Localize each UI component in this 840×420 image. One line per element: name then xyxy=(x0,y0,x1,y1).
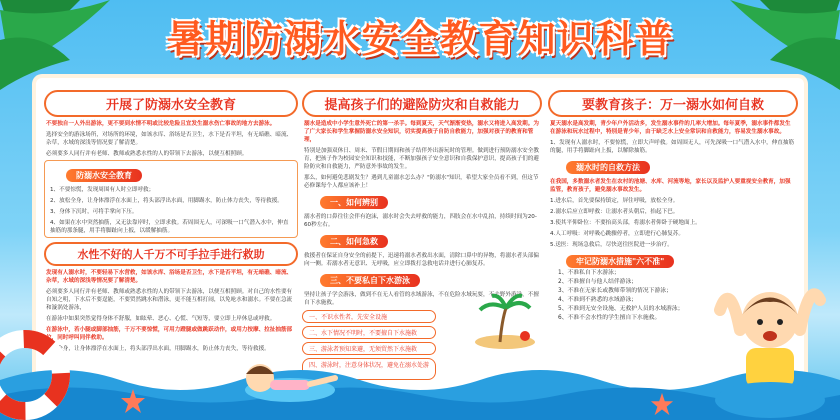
left-paragraph-3: 必须要多人同行并有老师、教师或熟悉水性的人的带领下去游泳，以便互相照顾。对自己的水性要有自知之明，下水后不要逞能，不要贸然跳水和潜泳，更不能互相打闹，以免呛水和溺水。不要在急流和漩涡处游泳， xyxy=(46,289,293,311)
left-subheading: 防溺水安全教育 xyxy=(66,169,142,182)
left-paragraph-1: 选择安全的游泳场所，对场所的环境，如该水库、浴场是否卫生，水下是否平坦，有无暗礁、暗流、杂草，水域的深浅等情况要了解清楚。 xyxy=(46,132,293,146)
middle-red-1: 溺水是造成中小学生意外死亡的第一杀手。每到夏天，天气渐渐变热，溺水又将进入高发期。为了广大家长和学生掌握防溺水安全知识，切实提高孩子自防自救能力，加强对孩子的教育和管理， xyxy=(304,121,539,143)
six-rule-5: 5、不准到无安全设施、无救护人员的水域游泳； xyxy=(558,306,684,312)
right-paragraph-1: 1、发现有人溺水时，不要惊慌，立即大声呼救。如周围无人，可先深吸一口气潜入水中，伸直抽筋的腿，用手将脚趾向上扳，以解除抽筋。 xyxy=(550,140,795,154)
right-heading: 要教育孩子：万一溺水如何自救 xyxy=(548,90,798,117)
waving-kid-icon xyxy=(710,270,830,420)
right-step-2: 2.溺水后应立即呼救：让溺水者头朝后，抬起下巴。 xyxy=(550,209,679,215)
middle-heading: 提高孩子们的避险防灾和自救能力 xyxy=(302,90,542,117)
right-subheading-1: 溺水时的自救方法 xyxy=(566,161,650,174)
left-paragraph-2: 必须要多人同行并有老师、教师或熟悉水性的人的带领下去游泳，以便互相照顾。 xyxy=(46,151,248,157)
right-step-5: 5.送医：现场急救后，尽快送往医院进一步治疗。 xyxy=(550,242,673,248)
starfish-icon-right xyxy=(650,392,674,416)
six-rule-6: 6、不准不会水性的学生擅自下水施救。 xyxy=(558,315,661,321)
middle-section-2: 救援者在保证自身安全的前提下，迅速将溺水者救出水面，清除口鼻中的异物，将溺水者头部偏向一侧。若溺水者无意识、无呼吸，应立即拨打急救电话并进行心肺复苏。 xyxy=(304,253,539,267)
left-heading-2: 水性不好的人千万不可手拉手进行救助 xyxy=(44,242,298,266)
left-tips-box xyxy=(44,160,298,238)
left-paragraph-5: 放松全身，让身体漂浮在水面上，将头部浮出水面，用脚踢水，防止体力丧失，等待救援。 xyxy=(46,346,270,352)
left-intro: 不要独自一人外出游泳，更不要到水情不明或比较危险且宜发生溺水伤亡事故的地方去游泳。 xyxy=(46,121,276,127)
six-rule-2: 2、不准擅自与他人结伴游泳； xyxy=(558,279,638,285)
middle-section-1: 溺水者的口鼻往往会伴有泡沫，溺水时会失去呼救的能力，四肢会在水中乱拍，持续时间为20-60秒左右。 xyxy=(304,214,537,228)
swim-ring-icon xyxy=(0,330,70,420)
column-left xyxy=(44,90,298,353)
right-subheading-2: 牢记防溺水措施"六不准" xyxy=(566,255,674,268)
middle-section-3: 坚持让孩子学会游泳，做到不在无人看管的水域游泳，不在危险水域玩耍，不去野外游泳，不擅自下水施救。 xyxy=(304,292,539,306)
starfish-icon xyxy=(120,388,146,414)
left-tip-4: 4、如果在水中突然抽筋，又无法靠岸时，立即求救。若周围无人，可深吸一口气潜入水中，伸直抽筋的那条腿，用手将脚趾向上扳，以缓解抽筋。 xyxy=(50,220,289,234)
middle-rule-3: 三、游泳者预知来避，无须贸然下水施救 xyxy=(302,342,436,355)
left-heading: 开展了防溺水安全教育 xyxy=(44,90,298,117)
middle-rule-2: 二、水下情况不明时，不要擅自下水施救 xyxy=(302,326,436,339)
left-tip-3: 3、身体下沉时，可将手掌向下压。 xyxy=(50,209,138,215)
six-rule-1: 1、不准私自下水游泳； xyxy=(558,270,620,276)
left-tip-1: 1、不要惊慌，发现周围有人时立即呼救； xyxy=(50,187,155,193)
right-step-1: 1.进水后，首先要保持镇定，屏住呼吸，放松全身。 xyxy=(550,198,679,204)
left-red-3: 在游泳中，若小腿或脚部抽筋，千万不要惊慌，可用力蹬腿或做跳跃动作，或用力按摩、拉扯抽筋部位，同时呼叫同伴救助。 xyxy=(46,327,293,341)
six-rule-3: 3、不准在无家长或教师带领的情况下游泳； xyxy=(558,288,672,294)
left-tip-2: 2、放松全身，让身体漂浮在水面上，将头部浮出水面，用脚踢水，防止体力丧失，等待救援。 xyxy=(50,198,283,204)
middle-sub-3: 三、不要私自下水游泳 xyxy=(320,274,420,287)
middle-rule-1: 一、不识水性者，先安全设施 xyxy=(302,310,436,323)
left-paragraph-4: 在游泳中如果突然觉得身体不舒服，如眩晕、恶心、心慌、气短等，要立即上岸休息或呼救。 xyxy=(46,316,276,322)
six-rule-4: 4、不准到不熟悉的水域游泳； xyxy=(558,297,638,303)
middle-paragraph-2: 那么，如何避免悲剧发生？遇到儿童溺水怎么办？"防溺水"知识，希望大家全员看不到，但这节必修课每个人都应该补上！ xyxy=(304,175,539,189)
right-step-4: 4.人工呼吸：对呼吸心跳骤停者，立即进行心肺复苏。 xyxy=(550,231,684,237)
right-step-3: 3.使其平仰卧位：不要抬高头部，将溺水者仰卧于硬地面上。 xyxy=(550,220,701,226)
middle-sub-1: 一、如何辨别 xyxy=(320,196,388,209)
beach-island-icon xyxy=(470,290,540,350)
middle-rule-4: 四、游泳时，注意身体状况，避免在溺水处游 xyxy=(302,358,436,380)
right-red-2: 在我国，多数溺水者发生在农村的池塘、水库、河流等地，家长以及监护人要重视安全教育，加强监管，教育孩子，避免溺水事故发生。 xyxy=(550,179,791,193)
left-red-2: 发现有人溺水时，不要轻易下水营救，如该水库、浴场是否卫生，水下是否平坦，有无暗礁、暗流、杂草，水域的深浅等情况要了解清楚。 xyxy=(46,270,293,284)
swimming-kid-icon xyxy=(230,350,340,410)
right-red-1: 夏天溺水是高发期，青少年户外活动多，发生溺水事件的几率大增加。每年夏季，溺水事件都发生在游泳和玩水过程中，特别是青少年，由于缺乏水上安全常识和自救能力，容易发生溺水事故。 xyxy=(550,121,791,135)
middle-paragraph-1: 特别是加强双休日、周末、节假日期间和孩子结伴外出游玩时的管理。做到进行预防溺水安全教育，把孩子作为校园安全知识和技能，不断加强孩子安全意识和自我保护意识，提高孩子们的避险防灾和自救能力，严防意外事故的发生。 xyxy=(304,148,539,170)
page-title: 暑期防溺水安全教育知识科普 xyxy=(166,17,674,61)
middle-sub-2: 二、如何急救 xyxy=(320,235,388,248)
